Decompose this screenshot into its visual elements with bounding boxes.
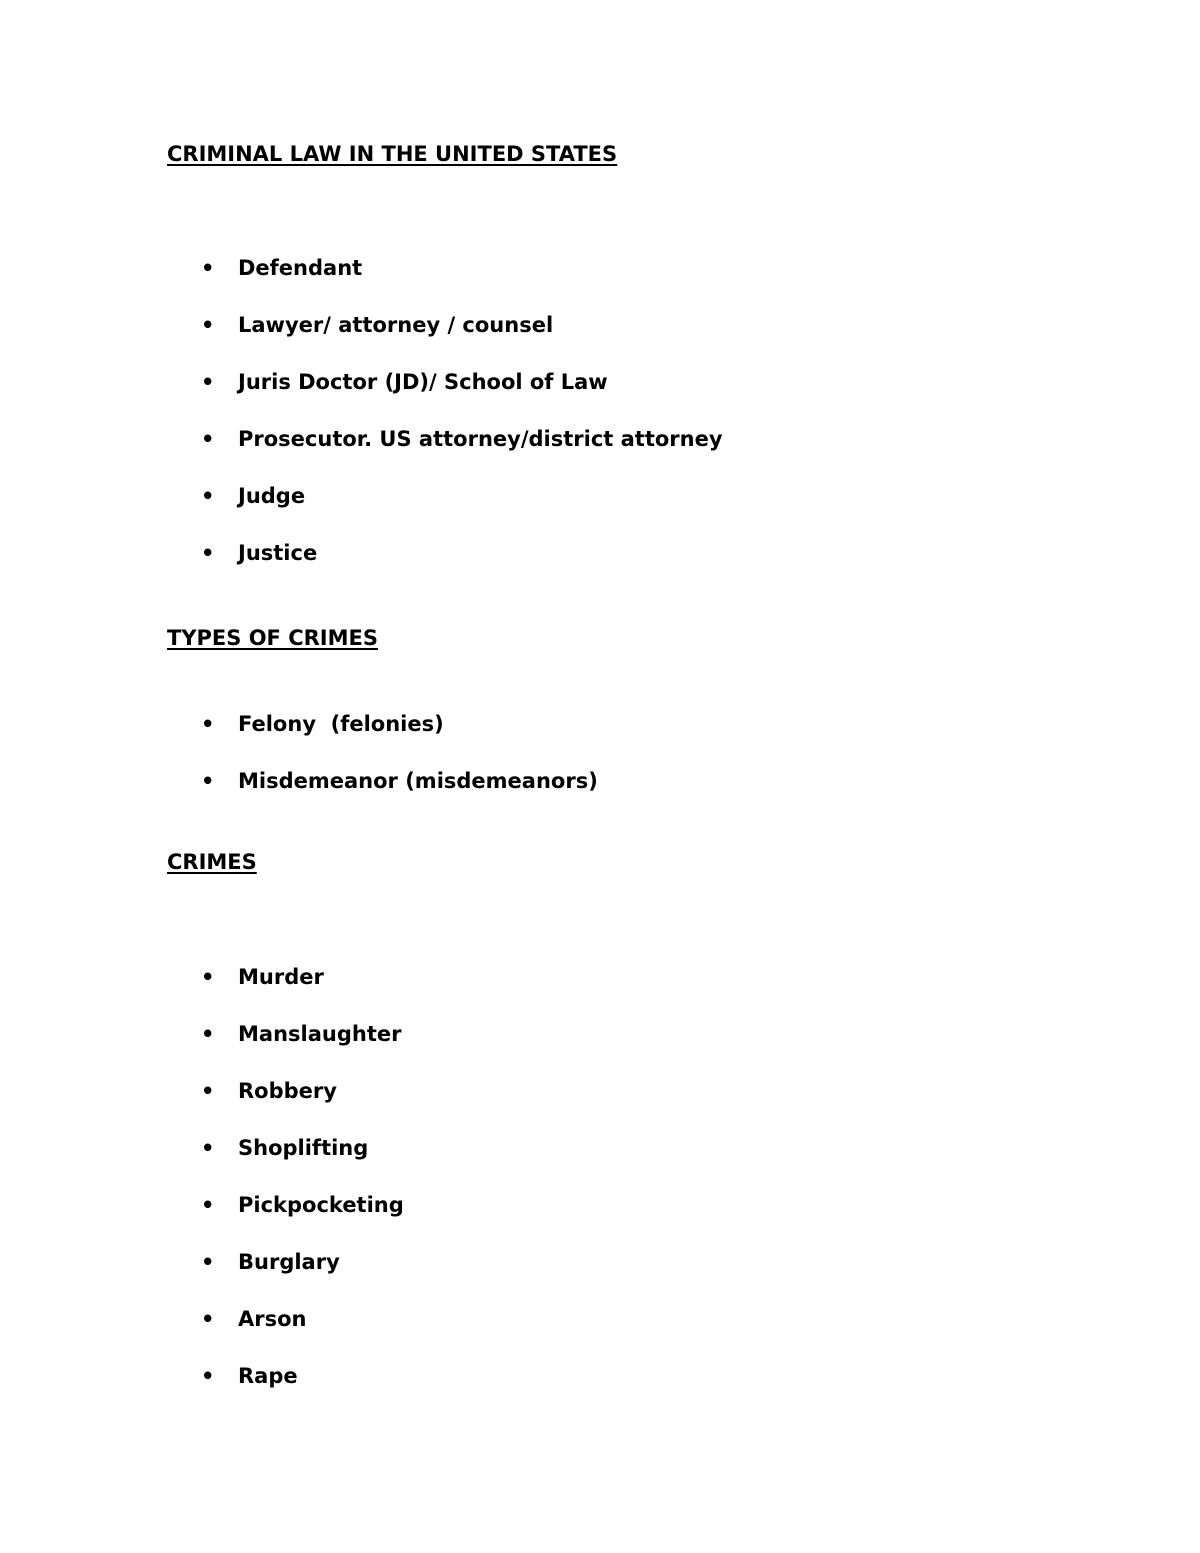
list-item	[0, 711, 444, 768]
list-item-text: Lawyer/ attorney / counsel	[238, 313, 554, 337]
list-item-text: Felony (felonies)	[238, 712, 444, 736]
list-item-text: Rape	[238, 1364, 298, 1388]
list-item-text: Pickpocketing	[238, 1193, 404, 1217]
bullet-icon: •	[201, 1079, 215, 1103]
list-item-text: Arson	[238, 1307, 307, 1331]
bullet-icon: •	[201, 1193, 215, 1217]
list-item-text: Misdemeanor (misdemeanors)	[238, 769, 598, 793]
list-item	[0, 1249, 340, 1306]
list-item-text: Manslaughter	[238, 1022, 402, 1046]
list-item	[0, 1306, 307, 1363]
bullet-list-crime-types	[0, 711, 598, 825]
list-item-text: Shoplifting	[238, 1136, 369, 1160]
list-item	[0, 312, 554, 369]
bullet-icon: •	[201, 541, 215, 565]
bullet-icon: •	[201, 1307, 215, 1331]
list-item	[0, 426, 723, 483]
bullet-icon: •	[201, 1364, 215, 1388]
list-item	[0, 1078, 337, 1135]
list-item	[0, 1021, 402, 1078]
bullet-icon: •	[201, 769, 215, 793]
list-item-text: Robbery	[238, 1079, 337, 1103]
list-item-text: Murder	[238, 965, 324, 989]
list-item	[0, 768, 598, 825]
section-heading-types-of-crimes: TYPES OF CRIMES	[167, 626, 378, 650]
list-item-text: Defendant	[238, 256, 363, 280]
list-item	[0, 964, 324, 1021]
bullet-icon: •	[201, 427, 215, 451]
section-heading-crimes: CRIMES	[167, 850, 257, 874]
section-heading-criminal-law: CRIMINAL LAW IN THE UNITED STATES	[167, 142, 618, 166]
list-item	[0, 1192, 404, 1249]
bullet-icon: •	[201, 370, 215, 394]
bullet-icon: •	[201, 965, 215, 989]
list-item	[0, 1363, 298, 1420]
bullet-list-crimes	[0, 964, 404, 1420]
list-item-text: Judge	[238, 484, 306, 508]
list-item-text: Juris Doctor (JD)/ School of Law	[238, 370, 608, 394]
list-item-text: Burglary	[238, 1250, 340, 1274]
list-item	[0, 483, 306, 540]
bullet-icon: •	[201, 712, 215, 736]
list-item	[0, 255, 363, 312]
list-item	[0, 369, 608, 426]
bullet-icon: •	[201, 484, 215, 508]
bullet-icon: •	[201, 313, 215, 337]
bullet-list-roles	[0, 255, 723, 597]
bullet-icon: •	[201, 256, 215, 280]
list-item	[0, 540, 318, 597]
bullet-icon: •	[201, 1136, 215, 1160]
list-item	[0, 1135, 369, 1192]
list-item-text: Prosecutor. US attorney/district attorney	[238, 427, 723, 451]
bullet-icon: •	[201, 1250, 215, 1274]
list-item-text: Justice	[238, 541, 318, 565]
bullet-icon: •	[201, 1022, 215, 1046]
